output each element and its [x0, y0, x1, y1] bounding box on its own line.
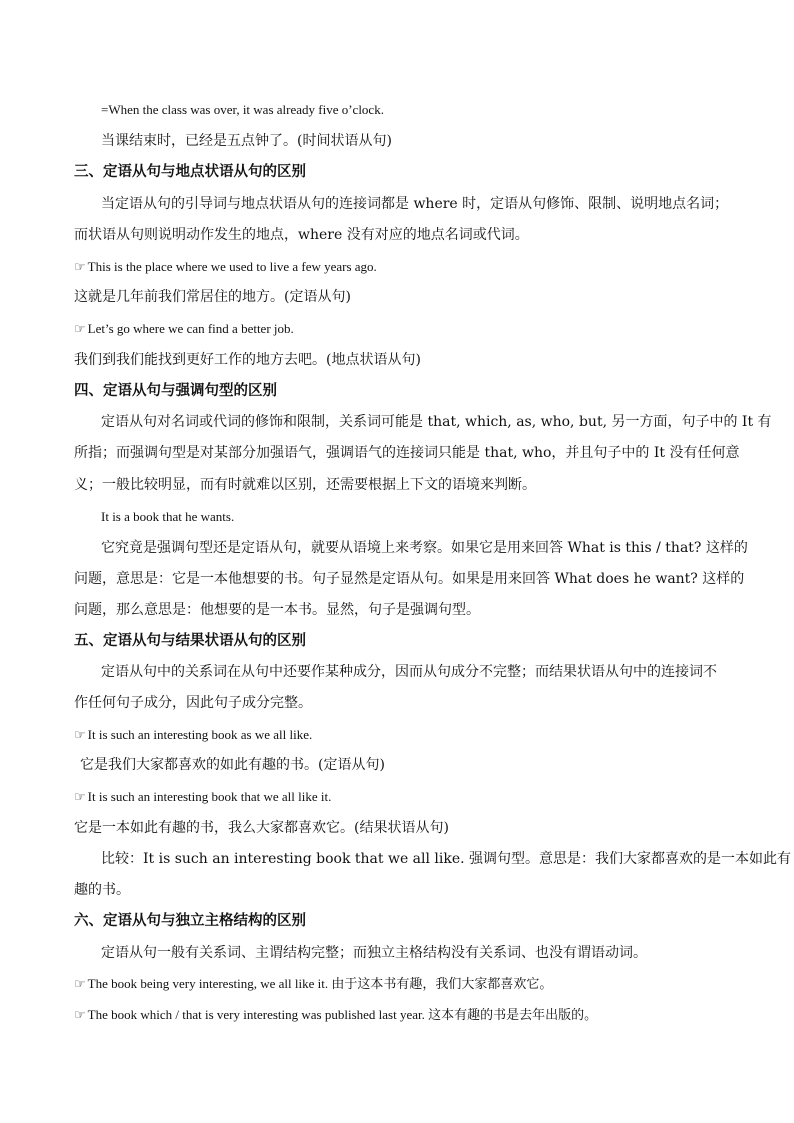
paragraph-line: 作任何句子成分，因此句子成分完整。	[74, 695, 312, 711]
pointing-hand-icon: ☞	[74, 790, 86, 805]
example-translation: 这就是几年前我们常居住的地方。(定语从句)	[74, 289, 351, 305]
comparison-line: 比较：It is such an interesting book that we all like. 强调句型。意思是：我们大家都喜欢的是一本如此有	[101, 851, 792, 867]
example-sentence	[74, 974, 552, 995]
example-translation-zh: 当课结束时，已经是五点钟了。(时间状语从句)	[101, 133, 392, 149]
section-heading-5: 五、定语从句与结果状语从句的区别	[74, 632, 306, 649]
paragraph-line: 当定语从句的引导词与地点状语从句的连接词都是 where 时，定语从句修饰、限制、说明地点名词；	[101, 196, 729, 212]
paragraph-line: 而状语从句则说明动作发生的地点，where 没有对应的地点名词或代词。	[74, 227, 529, 243]
example-text: It is such an interesting book as we all like.	[87, 727, 313, 742]
pointing-hand-icon: ☞	[74, 728, 86, 743]
example-sentence	[74, 257, 377, 278]
paragraph-line: 定语从句一般有关系词、主谓结构完整；而独立主格结构没有关系词、也没有谓语动词。	[101, 945, 647, 961]
pointing-hand-icon: ☞	[74, 1008, 86, 1023]
paragraph-line: 问题，那么意思是：他想要的是一本书。显然，句子是强调句型。	[74, 602, 480, 618]
pointing-hand-icon: ☞	[74, 977, 86, 992]
pointing-hand-icon: ☞	[74, 260, 86, 275]
paragraph-line: 定语从句对名词或代词的修饰和限制，关系词可能是 that, which, as, who, but, 另一方面，句子中的 It 有	[101, 414, 772, 430]
example-text: This is the place where we used to live a few years ago.	[87, 259, 377, 274]
example-text: Let’s go where we can find a better job.	[87, 321, 294, 336]
example-translation: 它是一本如此有趣的书，我么大家都喜欢它。(结果状语从句)	[74, 820, 449, 836]
example-sentence: It is a book that he wants.	[101, 509, 235, 524]
example-sentence	[74, 787, 331, 808]
comparison-line: 趣的书。	[74, 882, 130, 898]
example-sentence	[74, 319, 294, 340]
paragraph-line: 问题，意思是：它是一本他想要的书。句子显然是定语从句。如果是用来回答 What does he want? 这样的	[74, 571, 745, 587]
section-heading-4: 四、定语从句与强调句型的区别	[74, 382, 277, 399]
example-translation-en: =When the class was over, it was already five o’clock.	[101, 102, 384, 117]
paragraph-line: 所指；而强调句型是对某部分加强语气，强调语气的连接词只能是 that, who，并且句子中的 It 没有任何意	[74, 445, 740, 461]
example-translation: 我们到我们能找到更好工作的地方去吧。(地点状语从句)	[74, 352, 421, 368]
example-sentence	[74, 725, 312, 746]
example-text: The book being very interesting, we all like it. 由于这本书有趣，我们大家都喜欢它。	[87, 976, 553, 991]
example-translation: 它是我们大家都喜欢的如此有趣的书。(定语从句)	[80, 757, 385, 773]
example-sentence	[74, 1005, 597, 1026]
paragraph-line: 义；一般比较明显，而有时就难以区别，还需要根据上下文的语境来判断。	[74, 477, 536, 493]
pointing-hand-icon: ☞	[74, 322, 86, 337]
paragraph-line: 它究竟是强调句型还是定语从句，就要从语境上来考察。如果它是用来回答 What is this / that? 这样的	[101, 540, 748, 556]
paragraph-line: 定语从句中的关系词在从句中还要作某种成分，因而从句成分不完整；而结果状语从句中的连接词不	[101, 664, 717, 680]
section-heading-6: 六、定语从句与独立主格结构的区别	[74, 912, 306, 929]
example-text: It is such an interesting book that we all like it.	[87, 789, 332, 804]
example-text: The book which / that is very interesting was published last year. 这本有趣的书是去年出版的。	[87, 1007, 598, 1022]
section-heading-3: 三、定语从句与地点状语从句的区别	[74, 163, 306, 180]
